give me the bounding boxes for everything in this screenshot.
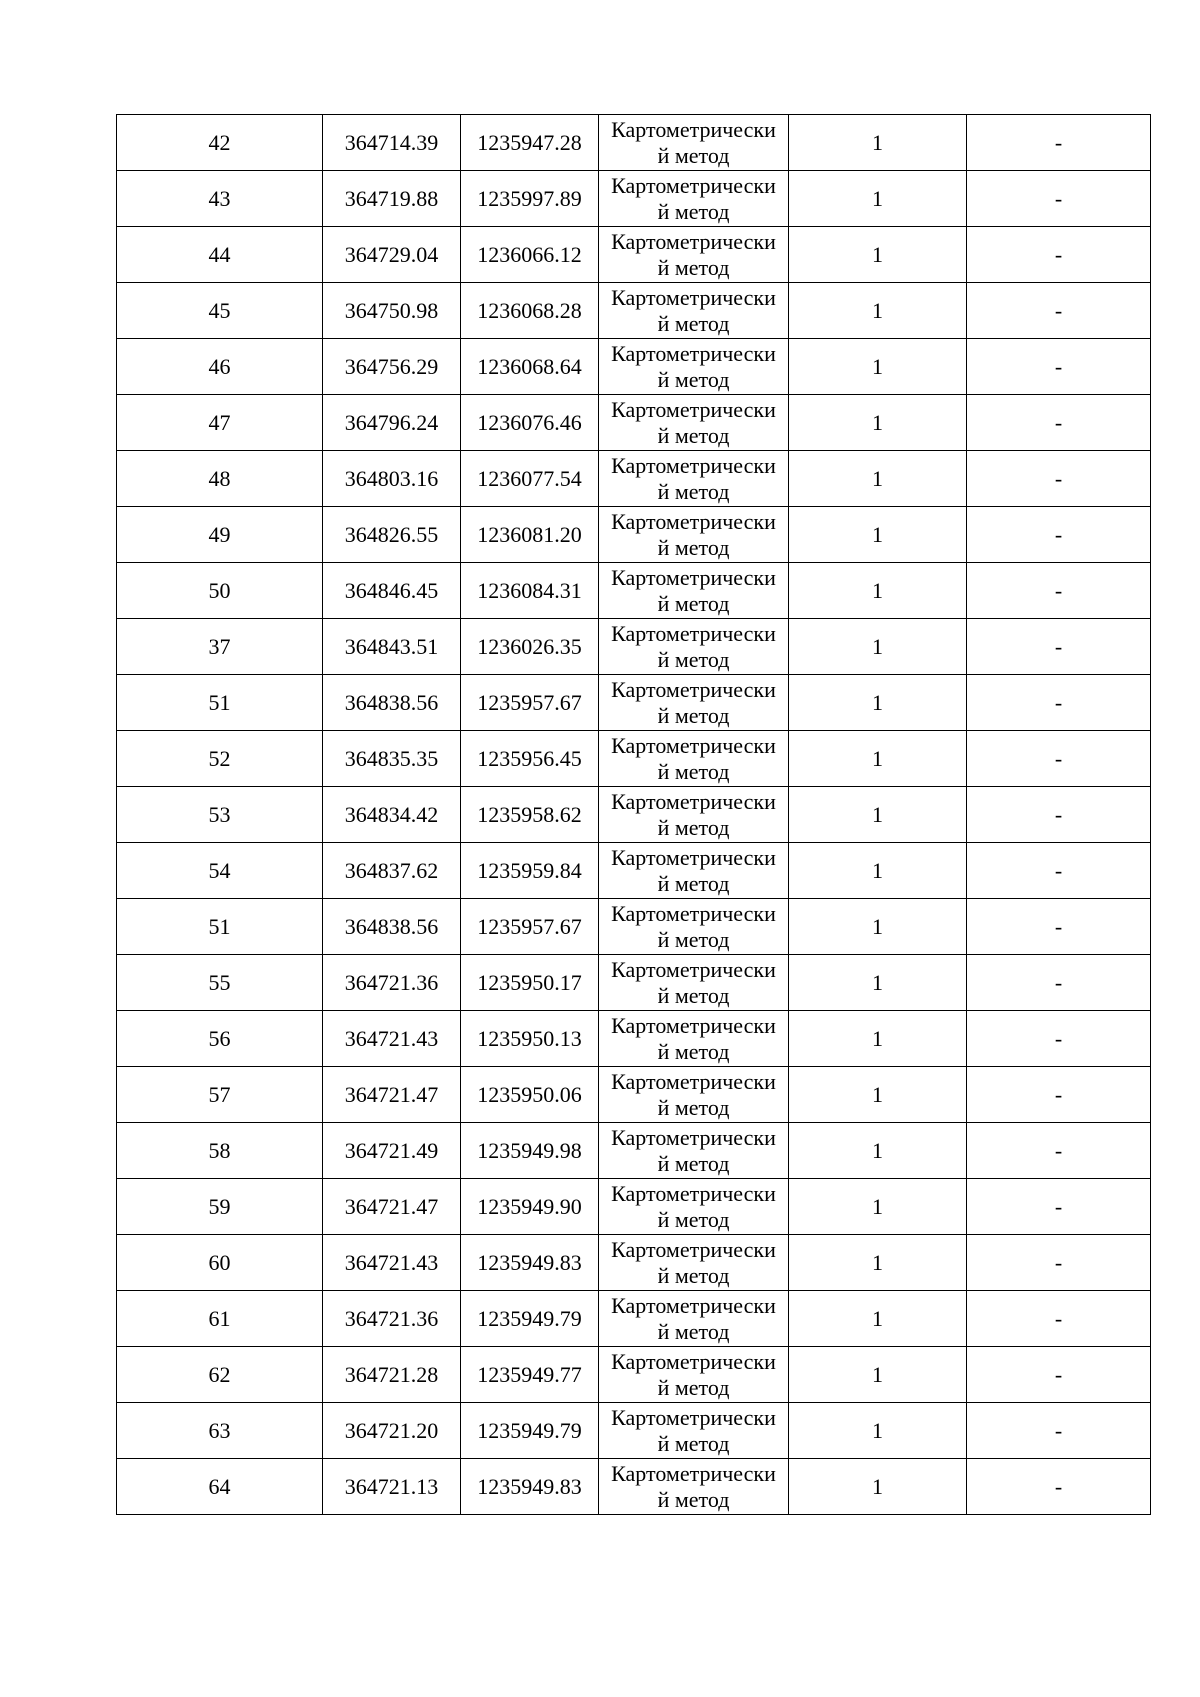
note-cell: - (967, 171, 1151, 227)
point-number-cell: 63 (117, 1403, 323, 1459)
accuracy-cell: 1 (789, 619, 967, 675)
method-cell (599, 451, 789, 507)
x-coordinate-cell: 364796.24 (323, 395, 461, 451)
table-row (117, 675, 1151, 731)
y-coordinate-cell: 1235957.67 (461, 899, 599, 955)
accuracy-cell: 1 (789, 171, 967, 227)
table-row (117, 787, 1151, 843)
accuracy-cell: 1 (789, 1459, 967, 1515)
accuracy-cell: 1 (789, 115, 967, 171)
method-cell (599, 619, 789, 675)
note-cell: - (967, 1347, 1151, 1403)
note-cell: - (967, 731, 1151, 787)
accuracy-cell: 1 (789, 1179, 967, 1235)
accuracy-cell: 1 (789, 451, 967, 507)
method-line-2: й метод (657, 422, 730, 448)
point-number-cell: 62 (117, 1347, 323, 1403)
method-cell (599, 1123, 789, 1179)
point-number-cell: 51 (117, 899, 323, 955)
accuracy-cell: 1 (789, 1403, 967, 1459)
method-cell (599, 787, 789, 843)
method-line-2: й метод (657, 758, 730, 784)
table-row (117, 1459, 1151, 1515)
x-coordinate-cell: 364837.62 (323, 843, 461, 899)
method-line-1: Картометрически (611, 1124, 776, 1150)
y-coordinate-cell: 1235950.06 (461, 1067, 599, 1123)
method-line-2: й метод (657, 1430, 730, 1456)
method-line-2: й метод (657, 590, 730, 616)
method-line-1: Картометрически (611, 1348, 776, 1374)
y-coordinate-cell: 1236068.64 (461, 339, 599, 395)
table-row (117, 115, 1151, 171)
method-cell (599, 1235, 789, 1291)
method-cell (599, 1347, 789, 1403)
method-cell (599, 1403, 789, 1459)
method-line-1: Картометрически (611, 284, 776, 310)
x-coordinate-cell: 364721.36 (323, 955, 461, 1011)
method-line-2: й метод (657, 1374, 730, 1400)
coordinates-table-body (117, 115, 1151, 1515)
method-line-2: й метод (657, 1038, 730, 1064)
y-coordinate-cell: 1236066.12 (461, 227, 599, 283)
point-number-cell: 59 (117, 1179, 323, 1235)
x-coordinate-cell: 364721.47 (323, 1179, 461, 1235)
x-coordinate-cell: 364803.16 (323, 451, 461, 507)
method-cell (599, 843, 789, 899)
accuracy-cell: 1 (789, 1291, 967, 1347)
method-line-1: Картометрически (611, 116, 776, 142)
accuracy-cell: 1 (789, 1235, 967, 1291)
method-line-1: Картометрически (611, 1236, 776, 1262)
method-line-2: й метод (657, 646, 730, 672)
method-line-1: Картометрически (611, 788, 776, 814)
accuracy-cell: 1 (789, 395, 967, 451)
table-row (117, 843, 1151, 899)
note-cell: - (967, 451, 1151, 507)
point-number-cell: 50 (117, 563, 323, 619)
table-row (117, 619, 1151, 675)
y-coordinate-cell: 1235949.90 (461, 1179, 599, 1235)
y-coordinate-cell: 1236068.28 (461, 283, 599, 339)
y-coordinate-cell: 1235950.17 (461, 955, 599, 1011)
accuracy-cell: 1 (789, 1347, 967, 1403)
method-line-1: Картометрически (611, 396, 776, 422)
accuracy-cell: 1 (789, 339, 967, 395)
method-line-1: Картометрически (611, 228, 776, 254)
method-line-2: й метод (657, 982, 730, 1008)
accuracy-cell: 1 (789, 1067, 967, 1123)
method-cell (599, 1179, 789, 1235)
table-row (117, 1347, 1151, 1403)
note-cell: - (967, 227, 1151, 283)
method-line-2: й метод (657, 198, 730, 224)
y-coordinate-cell: 1235947.28 (461, 115, 599, 171)
method-line-2: й метод (657, 1206, 730, 1232)
method-cell (599, 283, 789, 339)
table-row (117, 507, 1151, 563)
note-cell: - (967, 339, 1151, 395)
y-coordinate-cell: 1235957.67 (461, 675, 599, 731)
x-coordinate-cell: 364846.45 (323, 563, 461, 619)
x-coordinate-cell: 364721.49 (323, 1123, 461, 1179)
point-number-cell: 47 (117, 395, 323, 451)
x-coordinate-cell: 364714.39 (323, 115, 461, 171)
x-coordinate-cell: 364756.29 (323, 339, 461, 395)
method-cell (599, 563, 789, 619)
y-coordinate-cell: 1236084.31 (461, 563, 599, 619)
note-cell: - (967, 675, 1151, 731)
note-cell: - (967, 395, 1151, 451)
table-row (117, 1067, 1151, 1123)
note-cell: - (967, 1123, 1151, 1179)
method-cell (599, 171, 789, 227)
point-number-cell: 43 (117, 171, 323, 227)
method-line-1: Картометрически (611, 1404, 776, 1430)
note-cell: - (967, 1011, 1151, 1067)
method-line-2: й метод (657, 1486, 730, 1512)
method-line-2: й метод (657, 534, 730, 560)
accuracy-cell: 1 (789, 1123, 967, 1179)
method-line-2: й метод (657, 142, 730, 168)
x-coordinate-cell: 364843.51 (323, 619, 461, 675)
method-line-1: Картометрически (611, 172, 776, 198)
table-row (117, 283, 1151, 339)
accuracy-cell: 1 (789, 1011, 967, 1067)
note-cell: - (967, 843, 1151, 899)
method-line-2: й метод (657, 1094, 730, 1120)
table-row (117, 1235, 1151, 1291)
y-coordinate-cell: 1235956.45 (461, 731, 599, 787)
table-row (117, 451, 1151, 507)
table-row (117, 731, 1151, 787)
accuracy-cell: 1 (789, 899, 967, 955)
y-coordinate-cell: 1236076.46 (461, 395, 599, 451)
note-cell: - (967, 955, 1151, 1011)
y-coordinate-cell: 1235949.83 (461, 1459, 599, 1515)
method-line-2: й метод (657, 1318, 730, 1344)
note-cell: - (967, 1403, 1151, 1459)
point-number-cell: 44 (117, 227, 323, 283)
x-coordinate-cell: 364721.13 (323, 1459, 461, 1515)
method-line-1: Картометрически (611, 1460, 776, 1486)
method-cell (599, 339, 789, 395)
method-line-2: й метод (657, 870, 730, 896)
table-row (117, 1011, 1151, 1067)
point-number-cell: 52 (117, 731, 323, 787)
point-number-cell: 46 (117, 339, 323, 395)
method-line-2: й метод (657, 1150, 730, 1176)
y-coordinate-cell: 1236026.35 (461, 619, 599, 675)
method-line-1: Картометрически (611, 844, 776, 870)
table-row (117, 395, 1151, 451)
x-coordinate-cell: 364721.28 (323, 1347, 461, 1403)
x-coordinate-cell: 364721.43 (323, 1011, 461, 1067)
method-cell (599, 395, 789, 451)
y-coordinate-cell: 1236081.20 (461, 507, 599, 563)
method-line-1: Картометрически (611, 1292, 776, 1318)
method-cell (599, 1011, 789, 1067)
accuracy-cell: 1 (789, 787, 967, 843)
y-coordinate-cell: 1235949.79 (461, 1403, 599, 1459)
method-line-1: Картометрически (611, 452, 776, 478)
accuracy-cell: 1 (789, 507, 967, 563)
x-coordinate-cell: 364721.20 (323, 1403, 461, 1459)
point-number-cell: 49 (117, 507, 323, 563)
point-number-cell: 58 (117, 1123, 323, 1179)
accuracy-cell: 1 (789, 227, 967, 283)
point-number-cell: 45 (117, 283, 323, 339)
method-cell (599, 1291, 789, 1347)
x-coordinate-cell: 364719.88 (323, 171, 461, 227)
accuracy-cell: 1 (789, 563, 967, 619)
note-cell: - (967, 1067, 1151, 1123)
method-line-1: Картометрически (611, 956, 776, 982)
method-cell (599, 899, 789, 955)
coordinates-table (116, 114, 1151, 1515)
x-coordinate-cell: 364826.55 (323, 507, 461, 563)
method-line-1: Картометрически (611, 1012, 776, 1038)
table-row (117, 955, 1151, 1011)
method-cell (599, 227, 789, 283)
method-line-2: й метод (657, 310, 730, 336)
note-cell: - (967, 115, 1151, 171)
x-coordinate-cell: 364721.47 (323, 1067, 461, 1123)
method-cell (599, 1067, 789, 1123)
method-line-2: й метод (657, 1262, 730, 1288)
x-coordinate-cell: 364838.56 (323, 675, 461, 731)
y-coordinate-cell: 1236077.54 (461, 451, 599, 507)
accuracy-cell: 1 (789, 675, 967, 731)
point-number-cell: 57 (117, 1067, 323, 1123)
table-row (117, 899, 1151, 955)
method-line-2: й метод (657, 926, 730, 952)
point-number-cell: 51 (117, 675, 323, 731)
note-cell: - (967, 1235, 1151, 1291)
accuracy-cell: 1 (789, 283, 967, 339)
point-number-cell: 53 (117, 787, 323, 843)
method-line-1: Картометрически (611, 620, 776, 646)
method-line-1: Картометрически (611, 1068, 776, 1094)
point-number-cell: 48 (117, 451, 323, 507)
method-line-1: Картометрически (611, 564, 776, 590)
x-coordinate-cell: 364750.98 (323, 283, 461, 339)
note-cell: - (967, 899, 1151, 955)
table-row (117, 227, 1151, 283)
accuracy-cell: 1 (789, 731, 967, 787)
method-line-1: Картометрически (611, 508, 776, 534)
accuracy-cell: 1 (789, 955, 967, 1011)
method-line-1: Картометрически (611, 340, 776, 366)
table-row (117, 563, 1151, 619)
note-cell: - (967, 1291, 1151, 1347)
y-coordinate-cell: 1235959.84 (461, 843, 599, 899)
note-cell: - (967, 1179, 1151, 1235)
point-number-cell: 61 (117, 1291, 323, 1347)
y-coordinate-cell: 1235949.77 (461, 1347, 599, 1403)
method-line-1: Картометрически (611, 900, 776, 926)
table-row (117, 171, 1151, 227)
table-row (117, 1179, 1151, 1235)
method-line-2: й метод (657, 366, 730, 392)
method-cell (599, 1459, 789, 1515)
table-row (117, 1403, 1151, 1459)
method-cell (599, 731, 789, 787)
method-line-2: й метод (657, 814, 730, 840)
method-line-1: Картометрически (611, 676, 776, 702)
note-cell: - (967, 507, 1151, 563)
table-row (117, 1291, 1151, 1347)
point-number-cell: 55 (117, 955, 323, 1011)
y-coordinate-cell: 1235949.79 (461, 1291, 599, 1347)
note-cell: - (967, 563, 1151, 619)
y-coordinate-cell: 1235958.62 (461, 787, 599, 843)
method-line-1: Картометрически (611, 1180, 776, 1206)
method-line-2: й метод (657, 254, 730, 280)
point-number-cell: 64 (117, 1459, 323, 1515)
method-cell (599, 115, 789, 171)
y-coordinate-cell: 1235949.98 (461, 1123, 599, 1179)
note-cell: - (967, 1459, 1151, 1515)
point-number-cell: 60 (117, 1235, 323, 1291)
note-cell: - (967, 283, 1151, 339)
y-coordinate-cell: 1235997.89 (461, 171, 599, 227)
table-row (117, 339, 1151, 395)
point-number-cell: 37 (117, 619, 323, 675)
x-coordinate-cell: 364729.04 (323, 227, 461, 283)
point-number-cell: 54 (117, 843, 323, 899)
point-number-cell: 42 (117, 115, 323, 171)
x-coordinate-cell: 364834.42 (323, 787, 461, 843)
accuracy-cell: 1 (789, 843, 967, 899)
y-coordinate-cell: 1235950.13 (461, 1011, 599, 1067)
method-cell (599, 507, 789, 563)
note-cell: - (967, 619, 1151, 675)
method-cell (599, 955, 789, 1011)
table-row (117, 1123, 1151, 1179)
note-cell: - (967, 787, 1151, 843)
x-coordinate-cell: 364835.35 (323, 731, 461, 787)
method-line-1: Картометрически (611, 732, 776, 758)
x-coordinate-cell: 364721.36 (323, 1291, 461, 1347)
x-coordinate-cell: 364838.56 (323, 899, 461, 955)
x-coordinate-cell: 364721.43 (323, 1235, 461, 1291)
method-line-2: й метод (657, 702, 730, 728)
method-cell (599, 675, 789, 731)
point-number-cell: 56 (117, 1011, 323, 1067)
method-line-2: й метод (657, 478, 730, 504)
y-coordinate-cell: 1235949.83 (461, 1235, 599, 1291)
